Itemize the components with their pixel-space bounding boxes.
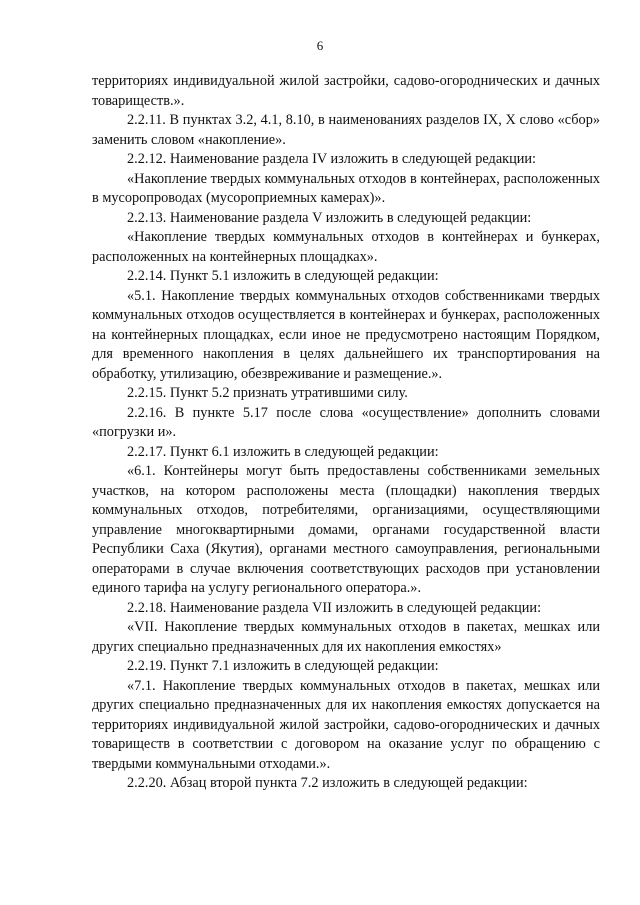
quote-section-iv-title: «Накопление твердых коммунальных отходов в контейнерах, расположенных в мусоропроводах (мусороприемных камерах)». xyxy=(92,170,600,206)
quote-item-5-1: «5.1. Накопление твердых коммунальных отходов собственниками твердых коммунальных отходов осуществляется в контейнерах и бункерах, расположенных на контейнерных площадках, если иное не предусмотрено настоящим Порядком, для временного накопления в целях дальнейшего их транспортирования на обработку, утилизацию, обезвреживание и размещение.». xyxy=(92,287,600,382)
document-body xyxy=(92,72,600,794)
paragraph-2-2-20: 2.2.20. Абзац второй пункта 7.2 изложить в следующей редакции: xyxy=(127,775,528,791)
paragraph-2-2-14: 2.2.14. Пункт 5.1 изложить в следующей редакции: xyxy=(127,268,439,284)
paragraph-2-2-13: 2.2.13. Наименование раздела V изложить в следующей редакции: xyxy=(127,209,532,226)
paragraph-2-2-11: 2.2.11. В пунктах 3.2, 4.1, 8.10, в наименованиях разделов IX, X слово «сбор» заменить словом «накопление». xyxy=(92,112,600,148)
paragraph-2-2-15: 2.2.15. Пункт 5.2 признать утратившими силу. xyxy=(127,385,408,401)
quote-item-6-1: «6.1. Контейнеры могут быть предоставлены собственниками земельных участков, на котором расположены места (площадки) накопления твердых коммунальных отходов, потребителями, организациями, осуществляющими управление многоквартирными домами, органами государственной власти Республики Саха (Якутия), органами местного самоуправления, региональными операторами в случае включения соответствующих расходов при установлении единого тарифа на услугу регионального оператора.». xyxy=(92,463,600,596)
paragraph-continuation: территориях индивидуальной жилой застройки, садово-огороднических и дачных товариществ.». xyxy=(92,73,600,109)
quote-section-v-title: «Накопление твердых коммунальных отходов в контейнерах и бункерах, расположенных на контейнерных площадках». xyxy=(92,229,600,265)
paragraph-2-2-18: 2.2.18. Наименование раздела VII изложить в следующей редакции: xyxy=(127,599,542,616)
quote-item-7-1: «7.1. Накопление твердых коммунальных отходов в пакетах, мешках или других специально предназначенных для их накопления емкостях допускается на территориях индивидуальной жилой застройки, садово-огороднических и дачных товариществ в соответствии с договором на оказание услуг по обращению с твердыми коммунальными отходами.». xyxy=(92,677,600,772)
paragraph-2-2-12: 2.2.12. Наименование раздела IV изложить в следующей редакции: xyxy=(127,151,537,167)
quote-section-vii-title: «VII. Накопление твердых коммунальных отходов в пакетах, мешках или других специально предназначенных для их накопления емкостях» xyxy=(92,619,600,655)
paragraph-2-2-17: 2.2.17. Пункт 6.1 изложить в следующей редакции: xyxy=(127,443,439,460)
paragraph-2-2-19: 2.2.19. Пункт 7.1 изложить в следующей редакции: xyxy=(127,658,439,674)
page-number: 6 xyxy=(316,38,324,53)
paragraph-2-2-16: 2.2.16. В пункте 5.17 после слова «осуществление» дополнить словами «погрузки и». xyxy=(92,404,600,440)
